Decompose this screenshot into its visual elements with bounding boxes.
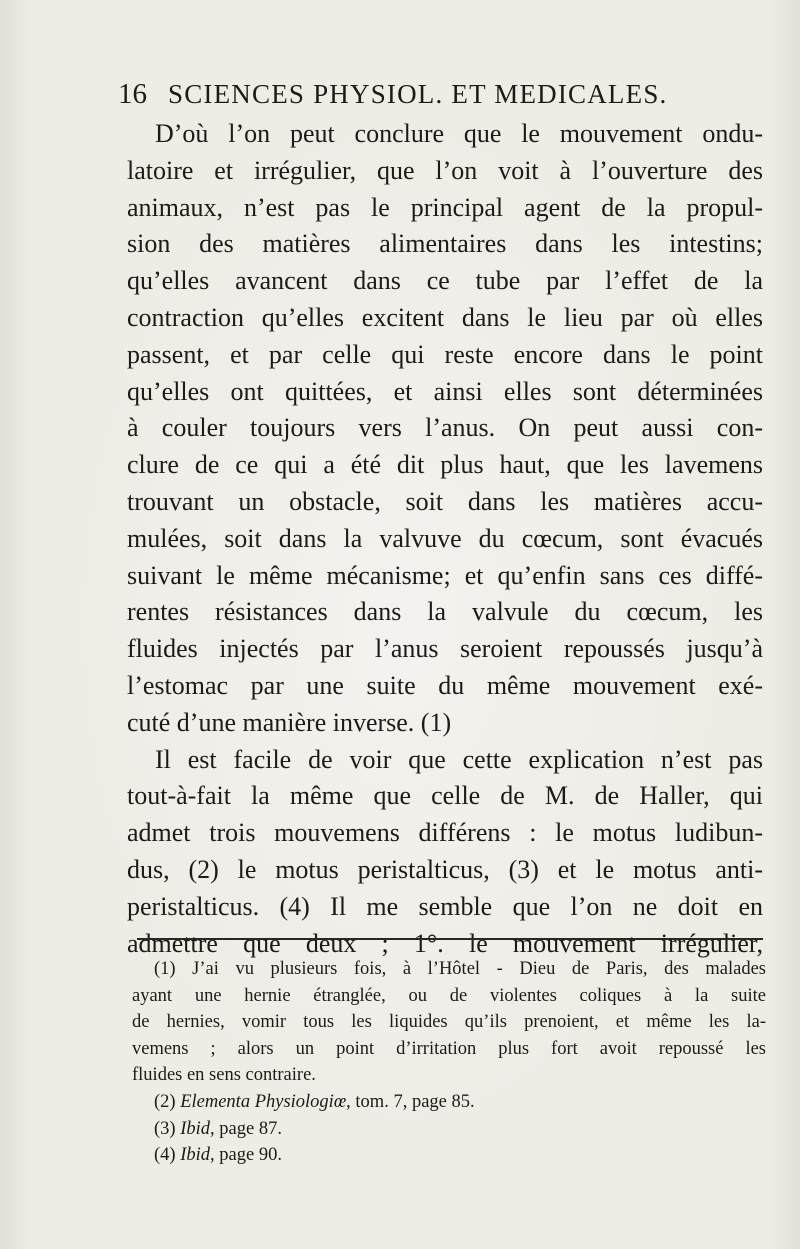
footnote-work-title: Ibid <box>180 1118 211 1139</box>
footnote-reference: , page 87. <box>210 1118 282 1139</box>
text-line: peristalticus. (4) Il me semble que l’on ne doit en <box>127 891 763 921</box>
text-line: mulées, soit dans la valvuve du cœcum, sont évacués <box>127 523 763 553</box>
text-line: animaux, n’est pas le principal agent de la propul- <box>127 192 763 222</box>
footnote-line: de hernies, vomir tous les liquides qu’ils prenoient, et même les la- <box>132 1012 766 1033</box>
text-line: Il est facile de voir que cette explication n’est pas <box>155 744 763 774</box>
footnote-line: (1) J’ai vu plusieurs fois, à l’Hôtel - Dieu de Paris, des malades <box>154 959 766 979</box>
footnote-work-title: Elementa Physiologiœ <box>180 1091 347 1112</box>
text-line: tout-à-fait la même que celle de M. de Haller, qui <box>127 781 763 811</box>
footnote-line: ayant une hernie étranglée, ou de violentes coliques à la suite <box>132 985 766 1006</box>
text-line: latoire et irrégulier, que l’on voit à l’ouverture des <box>127 155 763 185</box>
footnote-marker: (3) <box>154 1118 176 1139</box>
page-number: 16 <box>118 78 147 110</box>
text-line: admettre que deux ; 1°. le mouvement irrégulier, <box>127 928 763 958</box>
footnote-reference: , page 90. <box>210 1145 282 1166</box>
footnote-divider <box>137 938 763 940</box>
footnote-marker: (2) <box>154 1091 176 1112</box>
text-line: D’où l’on peut conclure que le mouvement ondu- <box>155 119 763 148</box>
text-line: trouvant un obstacle, soit dans les matières accu- <box>127 486 763 516</box>
footnote-work-title: Ibid <box>180 1145 211 1166</box>
footnote-4 <box>132 1142 766 1169</box>
text-line: passent, et par celle qui reste encore dans le point <box>127 339 763 369</box>
text-line: à couler toujours vers l’anus. On peut aussi con- <box>127 413 763 443</box>
text-line: rentes résistances dans la valvule du cœcum, les <box>127 597 763 627</box>
text-line: fluides injectés par l’anus seroient repoussés jusqu’à <box>127 634 763 664</box>
text-line: l’estomac par une suite du même mouvement exé- <box>127 670 763 700</box>
footnote-reference: , tom. 7, page 85. <box>346 1091 475 1112</box>
text-line: cuté d’une manière inverse. (1) <box>127 707 452 737</box>
text-line: sion des matières alimentaires dans les intestins; <box>127 229 763 259</box>
text-line: qu’elles avancent dans ce tube par l’effet de la <box>127 266 763 296</box>
footnote-2 <box>132 1089 766 1116</box>
footnote-3 <box>132 1116 766 1143</box>
text-line: suivant le même mécanisme; et qu’enfin sans ces diffé- <box>127 560 763 590</box>
footnote-marker: (4) <box>154 1145 176 1166</box>
text-line: admet trois mouvemens différens : le motus ludibun- <box>127 818 763 848</box>
text-line: clure de ce qui a été dit plus haut, que les lavemens <box>127 450 763 480</box>
text-line: contraction qu’elles excitent dans le lieu par où elles <box>127 302 763 332</box>
footnotes <box>132 956 766 1169</box>
page-header <box>118 78 708 114</box>
main-text <box>127 116 763 962</box>
footnote-line: vemens ; alors un point d’irritation plus fort avoit repoussé les <box>132 1038 766 1059</box>
text-line: qu’elles ont quittées, et ainsi elles sont déterminées <box>127 376 763 406</box>
text-line: dus, (2) le motus peristalticus, (3) et le motus anti- <box>127 854 763 884</box>
running-title: SCIENCES PHYSIOL. ET MEDICALES. <box>168 79 668 109</box>
footnote-line: fluides en sens contraire. <box>132 1065 316 1086</box>
